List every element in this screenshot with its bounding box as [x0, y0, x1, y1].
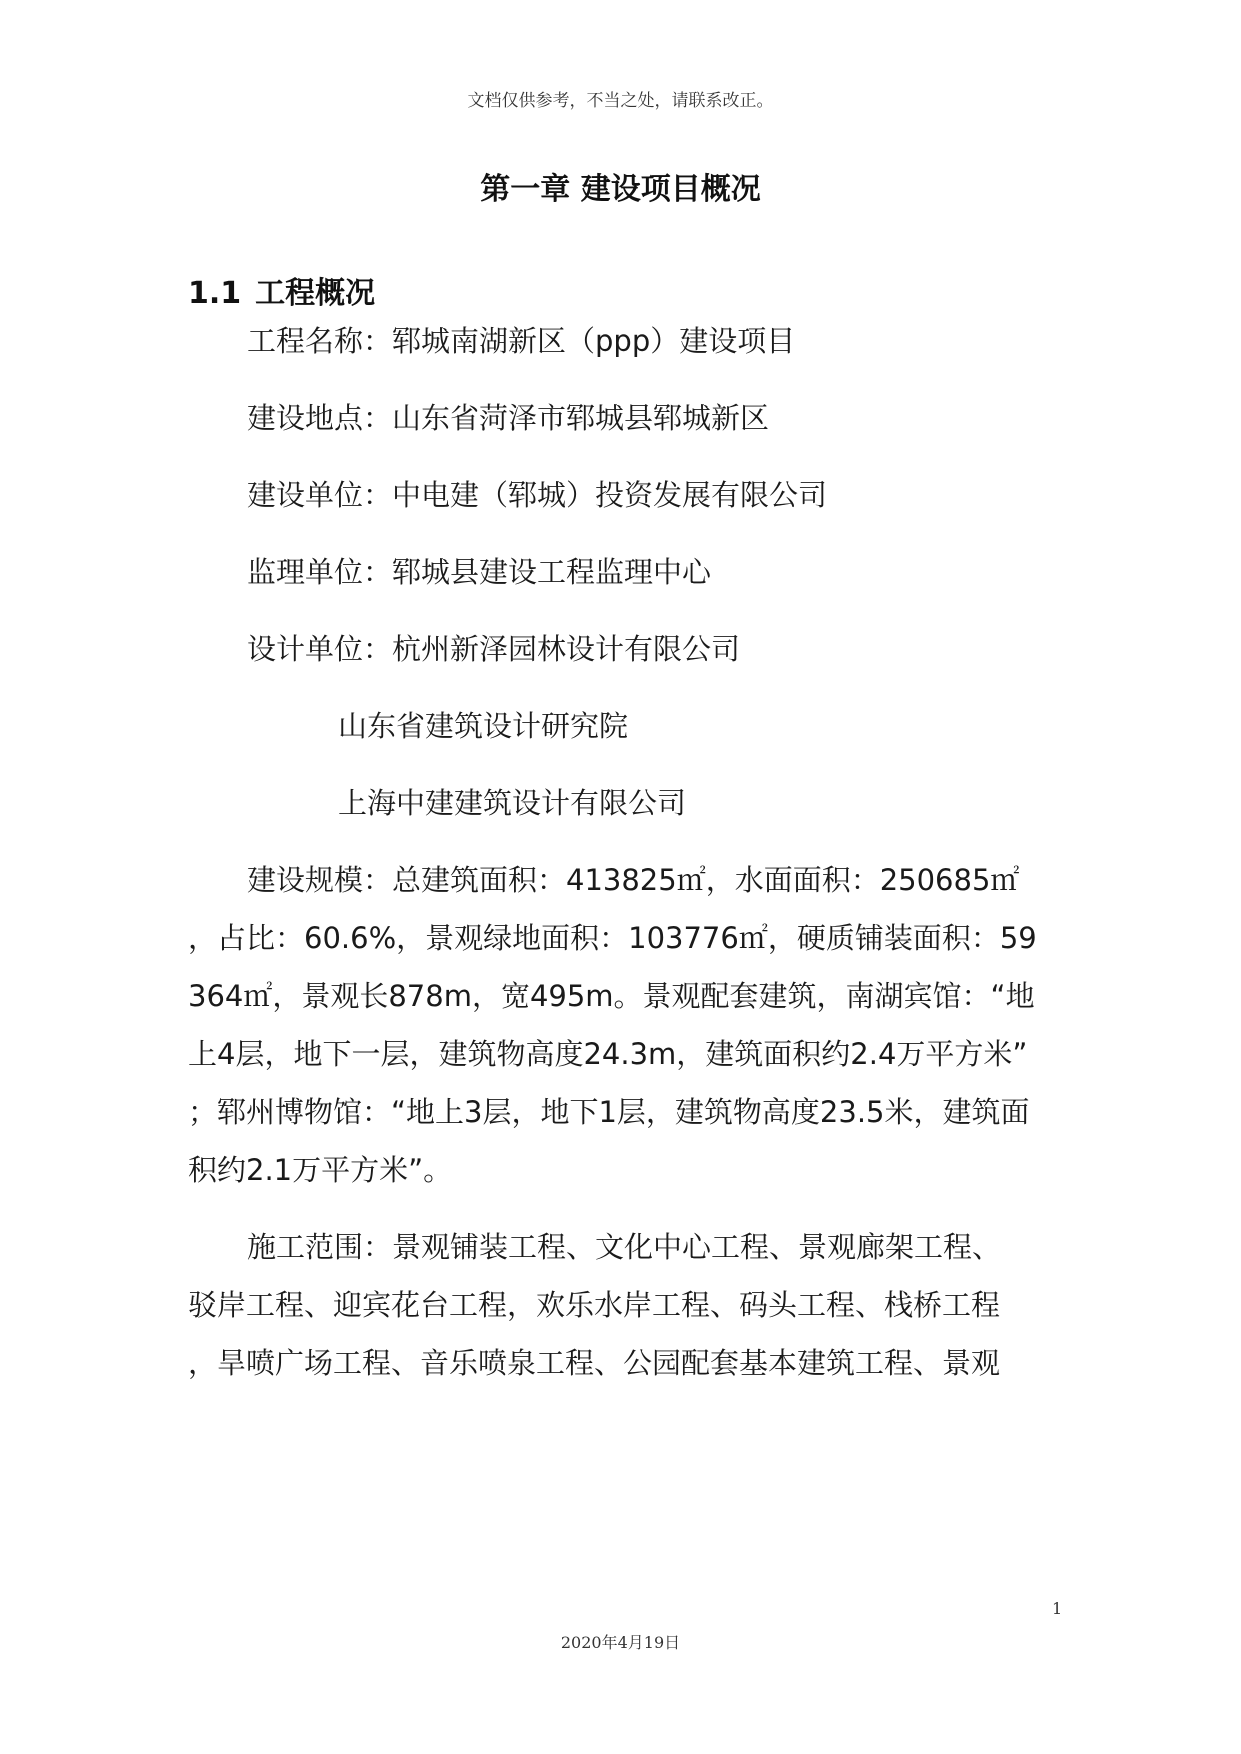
scale-paragraph-line: 积约2.1万平方米”。	[188, 1153, 453, 1187]
scale-paragraph-line: 建设规模：总建筑面积：413825㎡，水面面积：250685㎡	[247, 863, 1020, 897]
construction-unit-line: 建设单位：中电建（郓城）投资发展有限公司	[247, 478, 828, 512]
footer-date: 2020年4月19日	[560, 1633, 681, 1652]
scale-paragraph-line: 上4层，地下一层，建筑物高度24.3m，建筑面积约2.4万平方米”	[188, 1037, 1028, 1071]
chapter-title: 第一章 建设项目概况	[480, 172, 761, 207]
design-unit-line-2: 山东省建筑设计研究院	[338, 709, 629, 743]
supervision-unit-line: 监理单位：郓城县建设工程监理中心	[247, 555, 712, 589]
scale-paragraph-line: ；郓州博物馆：“地上3层，地下1层，建筑物高度23.5米，建筑面	[188, 1095, 1030, 1129]
scope-paragraph-line: ，旱喷广场工程、音乐喷泉工程、公园配套基本建筑工程、景观	[188, 1346, 1001, 1380]
scale-paragraph-line: ，占比：60.6%，景观绿地面积：103776㎡，硬质铺装面积：59	[188, 921, 1037, 955]
scope-paragraph-line: 驳岸工程、迎宾花台工程，欢乐水岸工程、码头工程、栈桥工程	[188, 1288, 1001, 1322]
scope-paragraph-line: 施工范围：景观铺装工程、文化中心工程、景观廊架工程、	[247, 1230, 1002, 1264]
section-title: 工程概况	[255, 276, 376, 311]
section-heading	[188, 268, 375, 312]
scale-paragraph-line: 364㎡，景观长878m，宽495m。景观配套建筑，南湖宾馆：“地	[188, 979, 1035, 1013]
project-name-line: 工程名称：郓城南湖新区（ppp）建设项目	[247, 324, 796, 358]
design-unit-line-3: 上海中建建筑设计有限公司	[338, 786, 687, 820]
page-number: 1	[1052, 1599, 1063, 1618]
header-note: 文档仅供参考，不当之处，请联系改正。	[467, 91, 774, 111]
project-location-line: 建设地点：山东省菏泽市郓城县郓城新区	[247, 401, 770, 435]
section-number: 1.1	[188, 276, 242, 311]
design-unit-line: 设计单位：杭州新泽园林设计有限公司	[247, 632, 741, 666]
